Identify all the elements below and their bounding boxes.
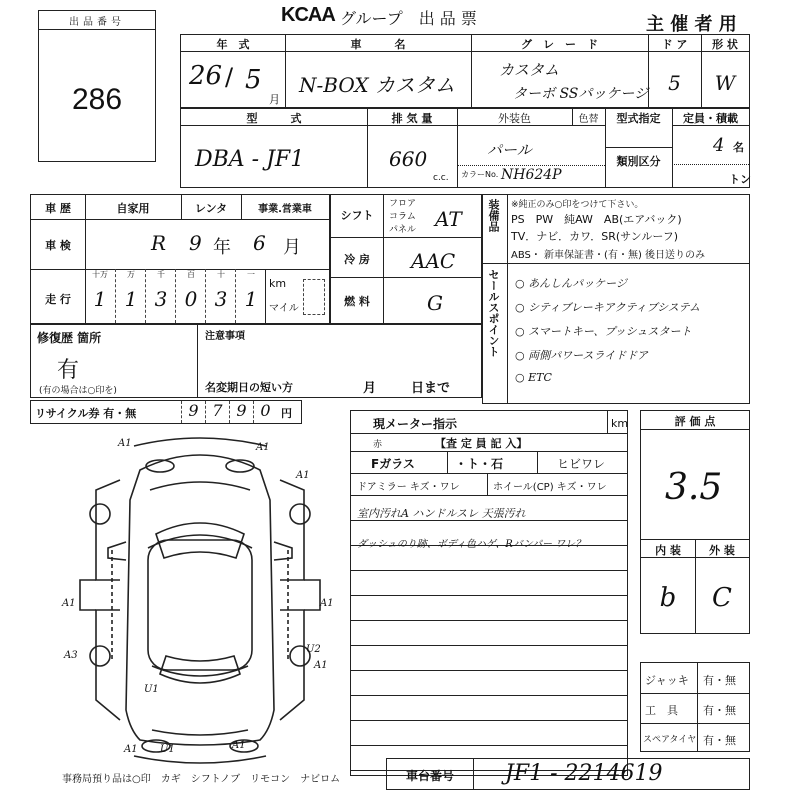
chassis-label: 車台番号 [405, 769, 454, 783]
year-value: 26 [189, 61, 223, 91]
model-value: DBA - JF1 [195, 147, 305, 172]
inspector-remark-2: ダッシュのり跡、ボディ色ハゲ、Rバンパー ワレ？ [357, 539, 586, 550]
shape-value: W [714, 71, 736, 95]
displacement-value: 660 [389, 147, 428, 171]
tools-value[interactable]: 有・無 [703, 704, 736, 717]
jack-value[interactable]: 有・無 [703, 674, 736, 687]
door-mirror-label: ドアミラー キズ・ワレ [357, 482, 460, 493]
name-change-day: 日まで [411, 381, 451, 396]
lot-number-label: 出品番号 [69, 17, 125, 28]
repair-label: 修復歴 箇所 [37, 331, 102, 345]
mileage-digit-value: 1 [124, 287, 138, 311]
chassis-value: JF1 - 2214619 [505, 761, 663, 786]
grade-label: グ レ ー ド [521, 38, 598, 51]
recycle-digit: 9 [181, 401, 205, 423]
recycle-unit: 円 [281, 407, 292, 420]
mileage-digit-label: 一 [247, 270, 255, 279]
recycle-digit: 9 [229, 401, 253, 423]
displacement-label: 排 気 量 [391, 112, 433, 125]
inspection-label: 車 検 [45, 239, 71, 252]
mileage-digit-value: 0 [184, 287, 198, 311]
shape-label: 形 状 [712, 38, 738, 51]
drive-block [330, 194, 482, 324]
inspector-label: 【査 定 員 記 入】 [435, 437, 528, 450]
history-rental[interactable]: レンタ [194, 202, 228, 215]
capacity-label: 定員・積載 [683, 112, 738, 125]
shift-option-column[interactable]: コラム [389, 212, 416, 222]
score-label: 評 価 点 [674, 415, 716, 428]
mileage-digit-value: 3 [214, 287, 228, 311]
capacity-unit: 名 [733, 141, 744, 154]
month-unit: 月 [269, 93, 280, 106]
glass-options: ・ト・石 [455, 457, 504, 471]
inspection-year: 9 [189, 231, 202, 255]
vehicle-row-1: 年 式 車 名 グ レ ー ド ド ア 形 状 26 / 5 月 N-BOX カスタム カスタム ターボ SSパッケージ 5 W [180, 34, 750, 108]
selling-point-item: ○ 両側パワースライドドア [515, 349, 648, 362]
inspector-remark-1: 室内汚れA ハンドルスレ 天張汚れ [357, 507, 526, 520]
equipment-side-label: 装備品 [487, 199, 500, 232]
repair-note: (有の場合は○印を) [39, 386, 117, 396]
car-damage-diagram [60, 430, 340, 770]
inspection-era: R [151, 231, 167, 255]
fuel-value: G [427, 291, 443, 315]
damage-mark: U1 [144, 684, 159, 695]
damage-mark: A1 [256, 442, 270, 453]
mileage-digit-cell [145, 269, 175, 323]
damage-mark: A1 [232, 740, 246, 751]
year-label: 年 式 [216, 38, 250, 51]
vehicle-row-2 [180, 108, 750, 188]
recycle-digit: 7 [205, 401, 229, 423]
equipment-note: ※純正のみ○印をつけて下さい。 [511, 200, 644, 210]
tools-label: 工 具 [645, 704, 678, 717]
mileage-digit-cell [235, 269, 265, 323]
door-label: ド ア [661, 38, 688, 51]
recycle-digit: 0 [253, 401, 277, 423]
exterior-label: 外 装 [709, 544, 735, 557]
form-title: グループ 出 品 票 [340, 9, 477, 28]
color-value: パール [487, 141, 532, 159]
inspection-month: 6 [253, 231, 266, 255]
equipment-line-2: TV．ナビ．カワ．SR(サンルーフ) [511, 230, 679, 243]
mileage-digit-cell [85, 269, 115, 323]
door-value: 5 [668, 71, 681, 95]
mileage-digit-label: 千 [157, 270, 165, 279]
color-label: 外装色 [498, 112, 531, 125]
shift-option-floor[interactable]: フロア [389, 199, 417, 209]
shift-value: AT [435, 207, 462, 231]
selling-point-item: ○ ETC [515, 371, 552, 384]
history-business[interactable]: 事業.営業車 [258, 204, 312, 215]
jack-label: ジャッキ [645, 674, 689, 687]
mileage-digit-label: 万 [127, 270, 135, 279]
mileage-digit-cell [175, 269, 205, 323]
lot-number: 286 [71, 83, 123, 116]
office-note: 事務局預り品は○印 カギ シフトノブ リモコン ナビロム [62, 774, 341, 785]
mileage-digit-label: 十 [217, 270, 225, 279]
capacity-value: 4 [713, 135, 725, 156]
ac-label: 冷 房 [344, 253, 370, 266]
name-change-month: 月 [363, 381, 377, 396]
shift-label: シフト [340, 209, 374, 222]
role-label: 主 催 者 用 [646, 14, 737, 35]
color-change-label: 色替 [578, 114, 599, 125]
inspection-month-unit: 月 [283, 237, 301, 258]
meter-label: 現メーター指示 [373, 417, 458, 431]
mileage-digit-label: 十万 [92, 270, 108, 279]
equipment-block [482, 194, 750, 404]
shift-option-panel[interactable]: パネル [389, 225, 417, 235]
damage-mark: A1 [296, 470, 310, 481]
grade-value-1: カスタム [499, 61, 560, 79]
crack-label: ヒビワレ [557, 457, 606, 471]
lot-number-box [38, 10, 156, 162]
history-private[interactable]: 自家用 [116, 202, 150, 215]
selling-point-item: ○ シティブレーキアクティブシステム [515, 301, 701, 314]
inspector-mark: 赤 [373, 440, 383, 450]
mileage-unit-km: km [269, 277, 287, 290]
spare-tire-value[interactable]: 有・無 [703, 734, 736, 747]
car-name-label: 車 名 [350, 38, 406, 51]
mileage-digit-cell [115, 269, 145, 323]
damage-mark: A3 [64, 650, 78, 661]
damage-mark: U2 [306, 644, 321, 655]
mileage-digit-value: 1 [93, 287, 107, 311]
load-unit: トン [729, 173, 751, 186]
wheel-label: ホイール(CP) キズ・ワレ [493, 482, 607, 493]
score-block [640, 410, 750, 634]
glass-label: Fガラス [371, 457, 415, 471]
damage-mark: A1 [314, 660, 328, 671]
spare-tire-label: スペアタイヤ [643, 735, 697, 745]
recycle-block [30, 400, 302, 424]
mileage-digit-value: 1 [244, 287, 258, 311]
month-value: 5 [245, 65, 262, 95]
damage-mark: A1 [118, 438, 132, 449]
interior-value: b [659, 583, 677, 613]
ac-value: AAC [411, 249, 456, 273]
history-block [30, 194, 330, 324]
damage-mark: A1 [320, 598, 334, 609]
mileage-unit-mile: マイル [269, 303, 299, 314]
repair-value: 有 [57, 358, 80, 383]
recycle-digits [181, 401, 301, 423]
repair-block [30, 324, 482, 398]
color-number-label: カラーNo. [461, 170, 499, 179]
history-label: 車 歴 [45, 202, 71, 215]
equipment-line-1: PS PW 純AW AB(エアバック) [511, 213, 682, 226]
recycle-label: リサイクル券 有・無 [35, 407, 137, 420]
mileage-digits [85, 269, 265, 323]
mileage-digit-cell [205, 269, 235, 323]
fuel-label: 燃 料 [344, 295, 370, 308]
type-designation-label: 型式指定 [616, 112, 661, 125]
selling-point-item: ○ あんしんパッケージ [515, 277, 627, 290]
tools-block [640, 662, 750, 752]
logo: KCAA [281, 4, 335, 26]
damage-mark: U1 [160, 744, 175, 755]
color-number-value: NH624P [501, 167, 562, 183]
inspector-block [350, 410, 628, 776]
exterior-value: C [712, 583, 732, 613]
mileage-digit-label: 百 [187, 270, 195, 279]
grade-value-2: ターボ SSパッケージ [513, 86, 649, 102]
name-change-label: 名変期日の短い方 [205, 381, 293, 394]
mileage-label: 走 行 [45, 293, 71, 306]
inspection-year-unit: 年 [213, 237, 231, 258]
selling-points-side-label: セールスポイント [487, 269, 500, 357]
score-value: 3.5 [665, 467, 723, 508]
model-label: 型 式 [246, 112, 302, 125]
car-name-value: N-BOX カスタム [299, 73, 455, 97]
caution-label: 注意事項 [205, 331, 245, 342]
chassis-block [386, 758, 750, 790]
interior-label: 内 装 [655, 544, 681, 557]
mileage-digit-value: 3 [154, 287, 168, 311]
damage-mark: A1 [62, 598, 76, 609]
meter-unit: km [611, 417, 629, 430]
selling-point-item: ○ スマートキー、プッシュスタート [515, 325, 692, 338]
equipment-line-3: ABS・ 新車保証書・(有・無) 後日送りのみ [511, 250, 706, 261]
damage-mark: A1 [124, 744, 138, 755]
category-label: 類別区分 [616, 155, 661, 168]
cc-unit: c.c. [433, 173, 449, 183]
